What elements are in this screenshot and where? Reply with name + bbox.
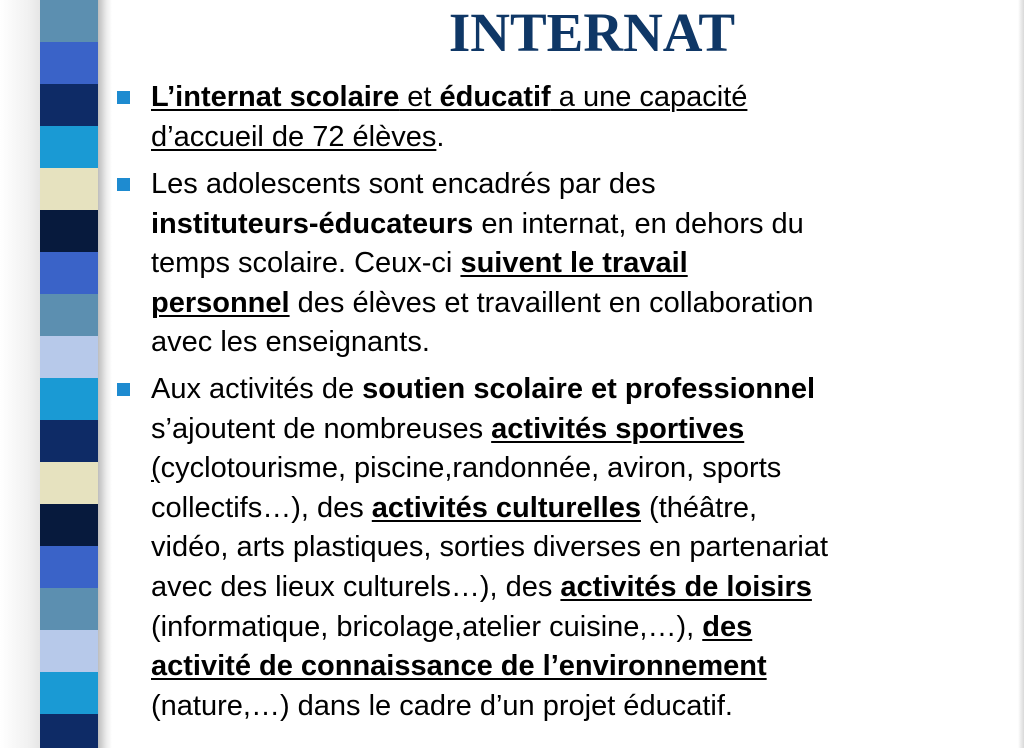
stripe-block: [40, 546, 98, 588]
stripe-shadow: [98, 0, 112, 748]
text-segment: (: [151, 452, 161, 485]
text-segment: vidéo, arts plastiques, sorties diverses en partenariat: [151, 531, 829, 564]
bullet-square-icon: [117, 91, 130, 104]
text-segment: activités sportives: [491, 412, 745, 445]
text-segment: en internat, en dehors du: [473, 207, 804, 240]
stripe-block: [40, 588, 98, 630]
text-segment: instituteurs-éducateurs: [151, 207, 474, 240]
bullet-paragraph-capacity: [151, 78, 1013, 157]
text-segment: des: [702, 610, 753, 643]
stripe-block: [40, 714, 98, 748]
stripe-block: [40, 294, 98, 336]
stripe-block: [40, 210, 98, 252]
text-segment: avec des lieux culturels…), des: [151, 570, 561, 603]
text-segment: (nature,…) dans le cadre d’un projet éducatif.: [151, 689, 733, 722]
stripe-block: [40, 252, 98, 294]
text-segment: L’internat scolaire: [151, 81, 400, 113]
text-segment: et: [399, 81, 440, 113]
stripe-block: [40, 84, 98, 126]
text-segment: personnel: [151, 286, 290, 319]
text-segment: (informatique, bricolage,atelier cuisine,…),: [151, 610, 703, 643]
text-segment: soutien scolaire et professionnel: [362, 373, 815, 405]
stripe-block: [40, 42, 98, 84]
stripe-block: [40, 504, 98, 546]
stripe-block: [40, 168, 98, 210]
stripe-block: [40, 630, 98, 672]
stripe-block: [40, 378, 98, 420]
text-segment: activités de loisirs: [560, 570, 812, 603]
text-segment: activité de connaissance de l’environnement: [151, 650, 767, 683]
text-segment: collectifs…), des: [151, 491, 372, 524]
bullet-paragraph-supervision: [151, 165, 1013, 363]
text-segment: éducatif: [439, 81, 551, 113]
stripe-block: [40, 672, 98, 714]
text-segment: d’accueil de 72 élèves: [151, 120, 437, 153]
text-segment: cyclotourisme, piscine,randonnée, aviron, sports: [160, 452, 782, 485]
text-segment: temps scolaire. Ceux-ci: [151, 247, 461, 280]
stripe-block: [40, 420, 98, 462]
stripe-block: [40, 126, 98, 168]
decorative-color-stripe: [40, 0, 98, 748]
bullet-paragraph-activities: [151, 370, 1013, 726]
text-segment: .: [436, 120, 445, 153]
text-segment: des élèves et travaillent en collaboration: [289, 286, 814, 319]
stripe-block: [40, 0, 98, 42]
right-edge-shadow: [1018, 0, 1024, 748]
text-segment: activités culturelles: [371, 491, 641, 524]
text-segment: suivent le travail: [460, 247, 688, 280]
bullet-square-icon: [117, 178, 130, 191]
text-segment: (théâtre,: [640, 491, 758, 524]
text-segment: Aux activités de: [151, 373, 363, 405]
left-gradient-margin: [0, 0, 40, 748]
stripe-block: [40, 462, 98, 504]
text-segment: avec les enseignants.: [151, 326, 430, 359]
bullet-square-icon: [117, 383, 130, 396]
text-segment: s’ajoutent de nombreuses: [151, 412, 492, 445]
text-segment: Les adolescents sont encadrés par des: [151, 168, 656, 200]
slide-title: INTERNAT: [448, 2, 736, 63]
stripe-block: [40, 336, 98, 378]
text-segment: a une capacité: [550, 81, 748, 113]
